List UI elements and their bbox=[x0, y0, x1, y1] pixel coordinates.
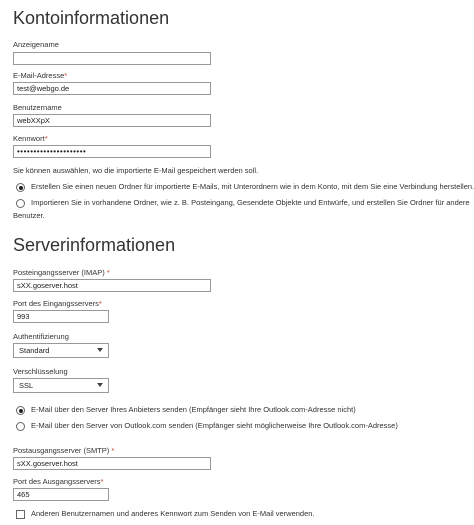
incoming-port-input[interactable] bbox=[13, 310, 109, 323]
username-input[interactable] bbox=[13, 114, 211, 127]
incoming-port-label: Port des Eingangsservers* bbox=[13, 299, 102, 308]
password-input[interactable] bbox=[13, 145, 211, 158]
radio-existing-folders[interactable] bbox=[16, 199, 25, 208]
email-label: E-Mail-Adresse* bbox=[13, 71, 68, 80]
authentication-label: Authentifizierung bbox=[13, 332, 69, 341]
encryption-selected-value: SSL bbox=[19, 381, 34, 390]
username-label: Benutzername bbox=[13, 103, 62, 112]
email-input[interactable] bbox=[13, 82, 211, 95]
password-label: Kennwort* bbox=[13, 134, 48, 143]
outgoing-port-input[interactable] bbox=[13, 488, 109, 501]
outgoing-server-input[interactable] bbox=[13, 457, 211, 470]
incoming-server-label: Posteingangsserver (IMAP) * bbox=[13, 268, 110, 277]
radio-new-folder[interactable] bbox=[16, 183, 25, 192]
alt-credentials-label: Anderen Benutzernamen und anderes Kennwort zum Senden von E-Mail verwenden. bbox=[31, 509, 315, 518]
display-name-label: Anzeigename bbox=[13, 40, 59, 49]
chevron-down-icon bbox=[97, 348, 103, 352]
folder-prompt: Sie können auswählen, wo die importierte E-Mail gespeichert werden soll. bbox=[13, 166, 259, 175]
outgoing-server-label: Postausgangsserver (SMTP) * bbox=[13, 446, 115, 455]
display-name-input[interactable] bbox=[13, 52, 211, 65]
new-folder-option-label: Erstellen Sie einen neuen Ordner für importierte E-Mails, mit Unterordnern wie in dem Konto, mit dem Sie eine Verbindung herstellen. bbox=[31, 182, 474, 191]
send-via-provider-label: E-Mail über den Server Ihres Anbieters senden (Empfänger sieht Ihre Outlook.com-Adresse nicht) bbox=[31, 405, 356, 414]
server-section-title: Serverinformationen bbox=[13, 235, 176, 255]
chevron-down-icon bbox=[97, 383, 103, 387]
encryption-select[interactable] bbox=[13, 378, 109, 393]
existing-folders-option-label-cont: Benutzer. bbox=[13, 211, 45, 220]
authentication-selected-value: Standard bbox=[19, 346, 50, 355]
radio-send-via-provider[interactable] bbox=[16, 406, 25, 415]
authentication-select[interactable] bbox=[13, 343, 109, 358]
radio-send-via-outlook[interactable] bbox=[16, 422, 25, 431]
existing-folders-option-label: Importieren Sie in vorhandene Ordner, wie z. B. Posteingang, Gesendete Objekte und Entwürfe, und erstellen Sie Ordner für andere bbox=[31, 198, 470, 207]
send-via-outlook-label: E-Mail über den Server von Outlook.com senden (Empfänger sieht möglicherweise Ihre Outlook.com-Adresse) bbox=[31, 421, 398, 430]
alt-credentials-checkbox[interactable] bbox=[16, 510, 25, 519]
account-section-title: Kontoinformationen bbox=[13, 8, 170, 28]
incoming-server-input[interactable] bbox=[13, 279, 211, 292]
encryption-label: Verschlüsselung bbox=[13, 367, 68, 376]
outgoing-port-label: Port des Ausgangsservers* bbox=[13, 477, 104, 486]
